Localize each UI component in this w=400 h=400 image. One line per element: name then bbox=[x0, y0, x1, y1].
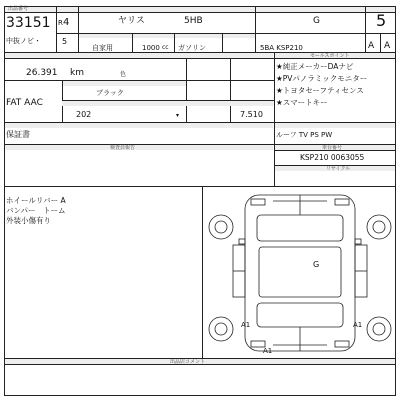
year-era: R bbox=[58, 19, 63, 27]
model-year: 4 bbox=[63, 17, 70, 28]
inspection-text: 保証書 bbox=[6, 130, 30, 139]
inspector-title: 検査員報告 bbox=[110, 145, 136, 151]
color-value: ブラック bbox=[96, 89, 124, 97]
option-3: ★トヨタセーフティセンス bbox=[276, 86, 364, 95]
transmission: FAT AAC bbox=[6, 98, 43, 108]
comment-3: 外装小傷有り bbox=[6, 216, 51, 225]
lot-number: 33151 bbox=[6, 15, 51, 31]
cc-unit: cc bbox=[162, 44, 169, 51]
mileage-unit: km bbox=[70, 68, 84, 78]
damage-mark-1: A1 bbox=[241, 321, 251, 329]
bottom-title: 出品店コメント bbox=[170, 359, 206, 365]
grade: G bbox=[313, 16, 320, 26]
color-label: 色 bbox=[120, 71, 127, 78]
comment-2: バンパー トーム bbox=[6, 206, 66, 215]
color-code: 202 bbox=[76, 110, 92, 119]
vehicle-damage-diagram bbox=[203, 187, 395, 357]
damage-mark-3: A1 bbox=[263, 347, 273, 355]
exterior-score: A bbox=[384, 41, 391, 51]
comment-1: ホイールリバー A bbox=[6, 196, 66, 205]
option-1: ★純正メーカーDAナビ bbox=[276, 62, 354, 71]
chassis-number: KSP210 0063055 bbox=[300, 153, 365, 162]
lot-number-label: 出品番号 bbox=[8, 6, 29, 12]
body-type: 5HB bbox=[184, 16, 203, 26]
model-code: 5BA KSP210 bbox=[260, 44, 303, 52]
interior-score: A bbox=[368, 41, 375, 51]
displacement: 1000 bbox=[142, 44, 160, 52]
roof-mark: G bbox=[313, 260, 320, 269]
options-title: セールスポイント bbox=[310, 53, 350, 59]
chassis-title: 車台番号 bbox=[322, 145, 343, 151]
option-4: ★スマートキー bbox=[276, 98, 328, 107]
damage-mark-2: A1 bbox=[353, 321, 363, 329]
features-text: ルーフ TV PS PW bbox=[276, 131, 333, 139]
dropdown-marker: ▾ bbox=[176, 112, 180, 119]
auction-score: 5 bbox=[376, 11, 387, 30]
price-value: 7.510 bbox=[240, 110, 263, 119]
model-name: ヤリス bbox=[118, 16, 145, 26]
mileage-value: 26.391 bbox=[26, 68, 58, 78]
recycle-label: リサイクル bbox=[326, 166, 351, 172]
fuel-type: ガソリン bbox=[178, 44, 206, 52]
seats: 5 bbox=[62, 37, 68, 46]
usage: 自家用 bbox=[92, 44, 113, 52]
status-text: 中抜ノビ・ bbox=[6, 37, 41, 45]
option-2: ★PVパノラミックモニター bbox=[276, 74, 368, 83]
